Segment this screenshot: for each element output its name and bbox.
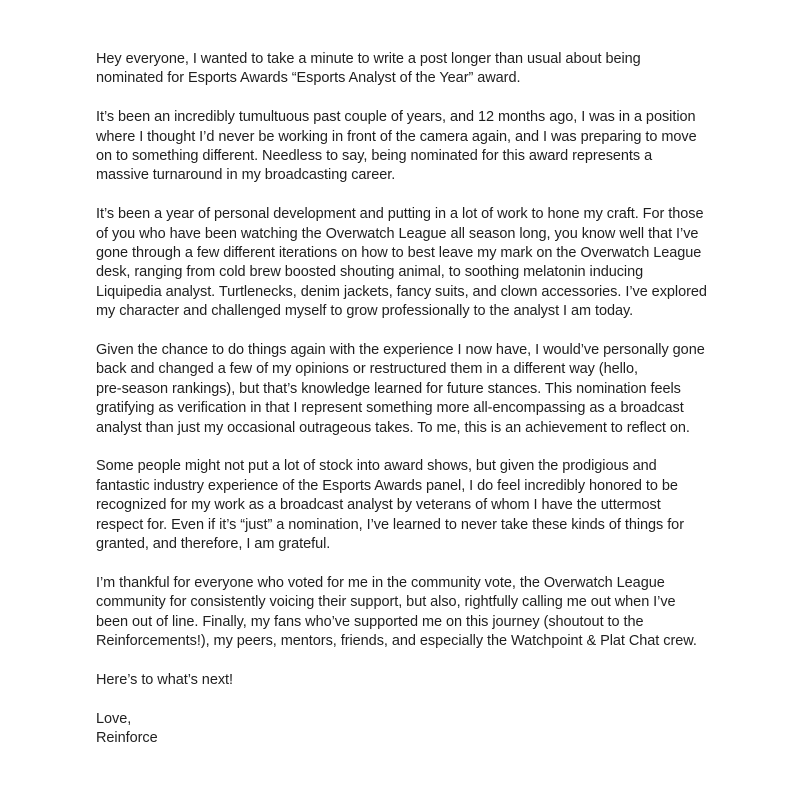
paragraph-next: Here’s to what’s next! <box>96 671 233 688</box>
paragraph-background: It’s been an incredibly tumultuous past couple of years, and 12 months ago, I was in a position where I thought I’d never be working in front of the camera again, and I was preparing to move on to something different. Needless to say, being nominated for this award represents a massive turnaround in my broadcasting career. <box>96 109 697 184</box>
paragraph-award-shows: Some people might not put a lot of stock into award shows, but given the prodigious and fantastic industry experience of the Esports Awards panel, I do feel incredibly honored to be recognized for my work as a broadcast analyst by veterans of whom I have the uttermost respect for. Even if it’s “just” a nomination, I’ve learned to never take these kinds of things for granted, and therefore, I am grateful. <box>96 458 684 553</box>
paragraph-thanks: I’m thankful for everyone who voted for me in the community vote, the Overwatch League community for consistently voicing their support, but also, rightfully calling me out when I’ve been out of line. Finally, my fans who’ve supported me on this journey (shoutout to the Reinforcements!), my peers, mentors, friends, and especially the Watchpoint & Plat Chat crew. <box>96 574 697 650</box>
letter-document <box>96 50 736 749</box>
signature-closing: Love, Reinforce <box>96 710 158 747</box>
paragraph-reflection: Given the chance to do things again with the experience I now have, I would’ve personally gone back and changed a few of my opinions or restructured them in a different way (hello, pre-season rankings), but that’s knowledge learned for future stances. This nomination feels gratifying as verification in that I represent something more all-encompassing as a broadcast analyst than just my occasional outrageous takes. To me, this is an achievement to reflect on. <box>96 342 705 436</box>
paragraph-intro: Hey everyone, I wanted to take a minute to write a post longer than usual about being nominated for Esports Awards “Esports Analyst of the Year” award. <box>96 51 641 87</box>
paragraph-development: It’s been a year of personal development and putting in a lot of work to hone my craft. For those of you who have been watching the Overwatch League all season long, you know well that I’ve gone through a few different iterations on how to best leave my mark on the Overwatch League desk, ranging from cold brew boosted shouting animal, to soothing melatonin inducing Liquipedia analyst. Turtlenecks, denim jackets, fancy suits, and clown accessories. I’ve explored my character and challenged myself to grow professionally to the analyst I am today. <box>96 206 707 320</box>
